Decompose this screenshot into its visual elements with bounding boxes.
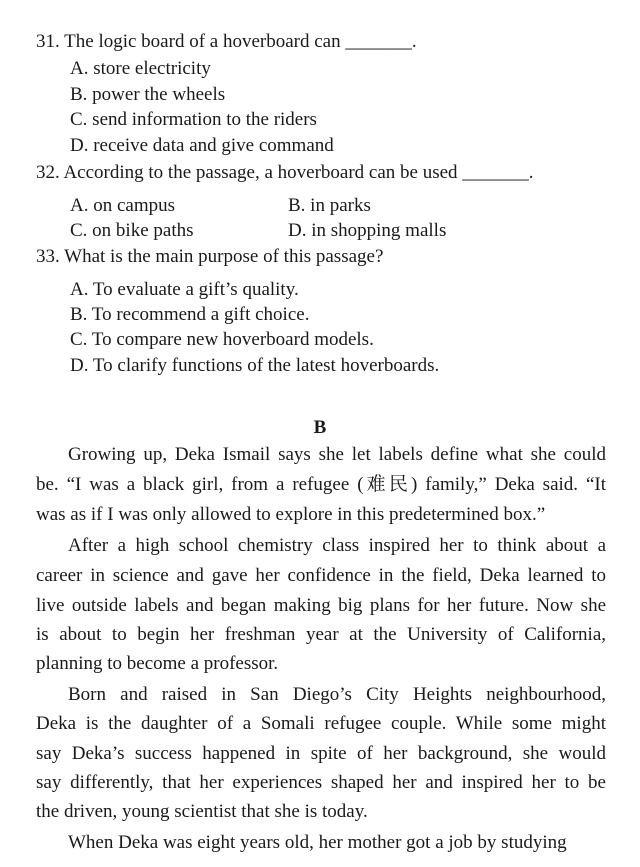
paragraph-line: live outside labels and began making big plans for her future. Now she [36,595,606,616]
paragraph-line-wrap [36,503,606,527]
paragraph-line-wrap [36,594,606,618]
paragraph-line: was as if I was only allowed to explore in this predetermined box.” [36,504,546,525]
q31-option-c: C. send information to the riders [70,109,317,130]
section-heading: B [313,417,327,438]
paragraph-line-wrap [36,800,606,824]
paragraph-line-wrap [36,742,606,766]
q33-option-a: A. To evaluate a gift’s quality. [70,279,299,300]
question-32-stem: 32. According to the passage, a hoverboard can be used _______. [36,162,534,183]
paragraph-line: the driven, young scientist that she is today. [36,801,368,822]
q32-option-d: D. in shopping malls [288,220,447,241]
q32-option-a: A. on campus [70,195,176,216]
q31-option-d: D. receive data and give command [70,135,334,156]
paragraph-line: planning to become a professor. [36,653,279,674]
q31-option-a: A. store electricity [70,58,211,79]
question-31-stem: 31. The logic board of a hoverboard can _______. [36,31,417,52]
paragraph-line: Growing up, Deka Ismail says she let labels define what she could [68,444,606,465]
q32-option-c: C. on bike paths [70,220,194,241]
passage-paragraph-1 [36,443,606,467]
paragraph-line: Born and raised in San Diego’s City Heights neighbourhood, [68,684,606,705]
paragraph-line: career in science and gave her confidence in the field, Deka learned to [36,565,606,586]
paragraph-line: After a high school chemistry class inspired her to think about a [68,535,606,556]
paragraph-line-wrap [36,771,606,795]
passage-paragraph-4 [36,831,606,855]
q31-option-b: B. power the wheels [70,84,226,105]
paragraph-line: When Deka was eight years old, her mother got a job by studying [68,832,567,853]
paragraph-line-wrap [36,564,606,588]
q32-option-b: B. in parks [288,195,371,216]
paragraph-line: be. “I was a black girl, from a refugee (难民) family,” Deka said. “It [36,474,606,495]
paragraph-line: is about to begin her freshman year at the University of California, [36,624,606,645]
passage-paragraph-2 [36,534,606,558]
q33-option-d: D. To clarify functions of the latest hoverboards. [70,355,440,376]
paragraph-line-wrap [36,623,606,647]
q33-option-c: C. To compare new hoverboard models. [70,329,374,350]
paragraph-line-wrap [36,473,606,497]
question-33-stem: 33. What is the main purpose of this passage? [36,246,384,267]
paragraph-line-wrap [36,652,606,676]
paragraph-line: say differently, that her experiences shaped her and inspired her to be [36,772,606,793]
paragraph-line: say Deka’s success happened in spite of her background, she would [36,743,606,764]
paragraph-line-wrap [36,712,606,736]
q33-option-b: B. To recommend a gift choice. [70,304,310,325]
passage-paragraph-3 [36,683,606,707]
paragraph-line: Deka is the daughter of a Somali refugee couple. While some might [36,713,606,734]
